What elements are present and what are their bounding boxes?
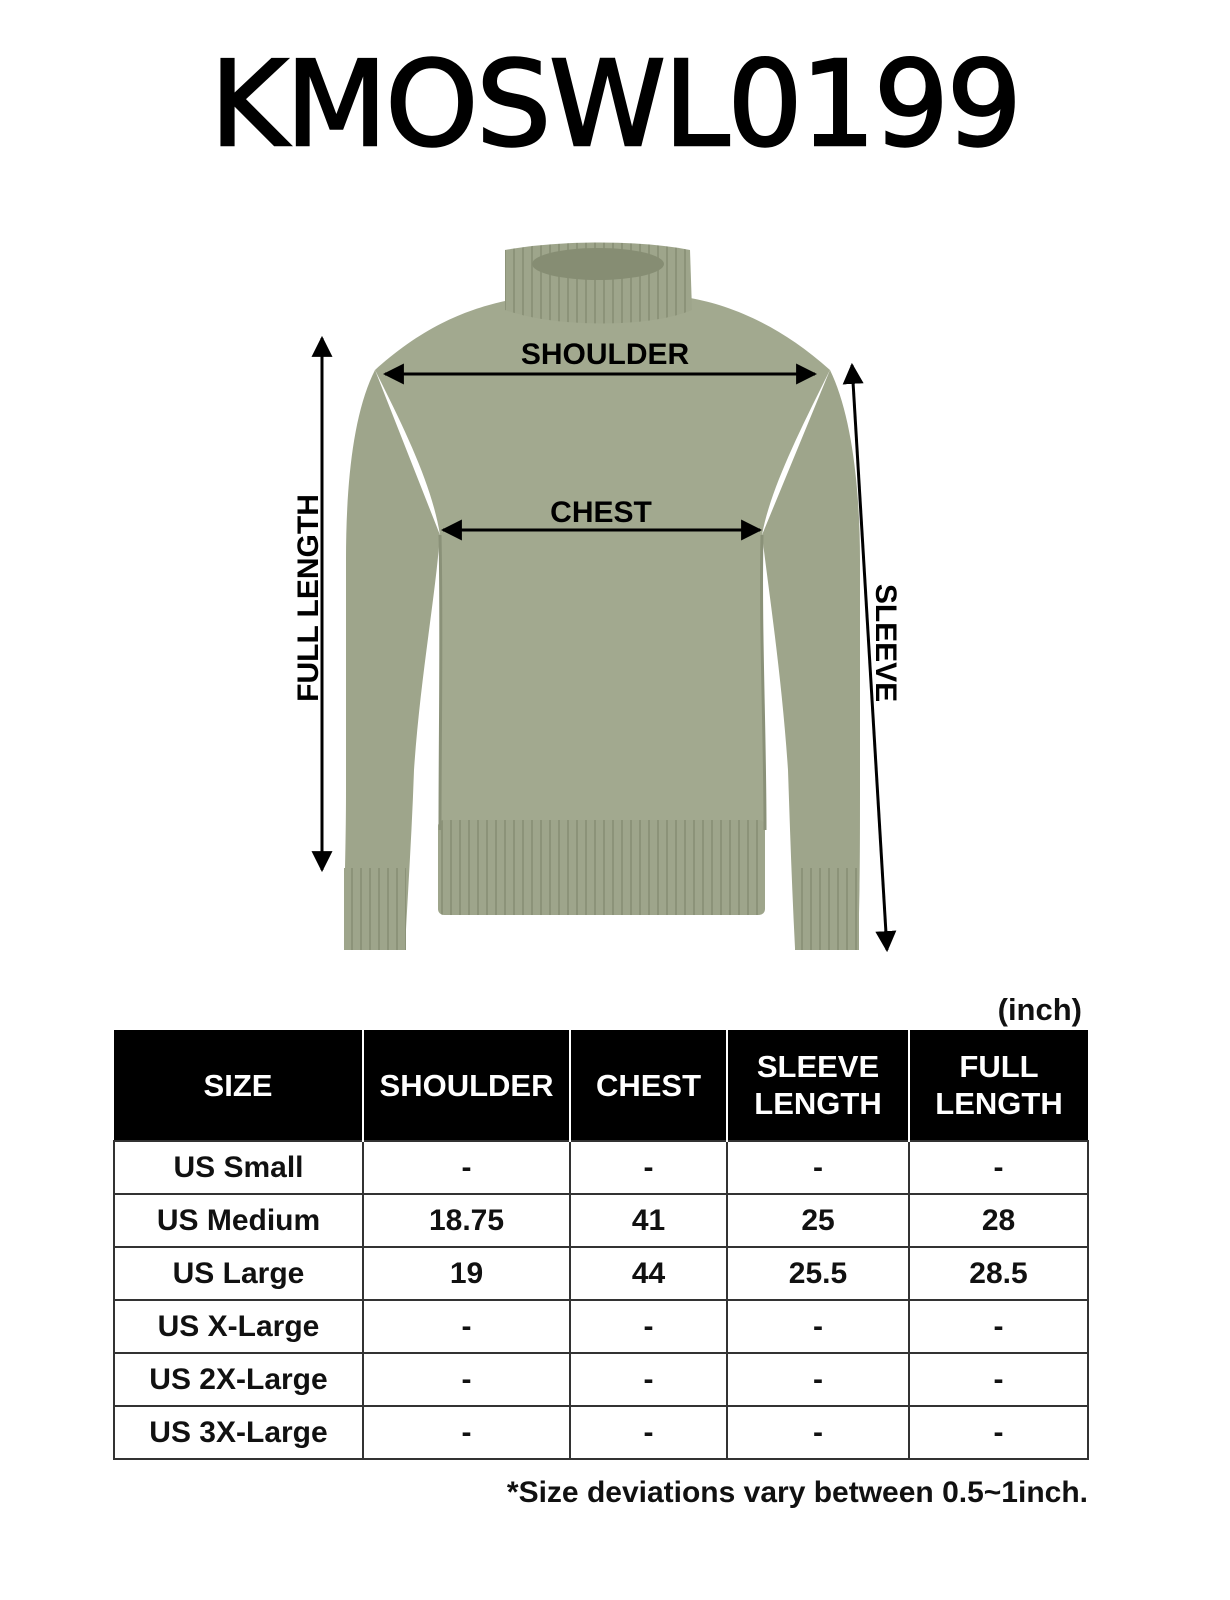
size-deviation-note: *Size deviations vary between 0.5~1inch.: [506, 1476, 1088, 1509]
table-header-row: [114, 1030, 1088, 1141]
size-cell: US Small: [114, 1141, 363, 1194]
size-cell: US Large: [114, 1247, 363, 1300]
shoulder-cell: -: [363, 1406, 570, 1459]
chest-label: CHEST: [550, 496, 652, 529]
sleeve-label: SLEEVE: [869, 583, 902, 703]
table-row: [114, 1141, 1088, 1194]
header-sleeve-length: SLEEVE LENGTH: [727, 1030, 909, 1141]
header-full-length: FULL LENGTH: [909, 1030, 1088, 1141]
sleeve-length-cell: -: [727, 1300, 909, 1353]
full-length-cell: -: [909, 1300, 1088, 1353]
shoulder-cell: -: [363, 1353, 570, 1406]
size-cell: US X-Large: [114, 1300, 363, 1353]
full-length-cell: -: [909, 1406, 1088, 1459]
header-shoulder: SHOULDER: [363, 1030, 570, 1141]
sleeve-length-cell: -: [727, 1353, 909, 1406]
size-cell: US Medium: [114, 1194, 363, 1247]
chest-cell: -: [570, 1406, 727, 1459]
table-row: [114, 1406, 1088, 1459]
sleeve-length-cell: -: [727, 1406, 909, 1459]
full-length-cell: 28.5: [909, 1247, 1088, 1300]
header-chest: CHEST: [570, 1030, 727, 1141]
sleeve-length-cell: 25: [727, 1194, 909, 1247]
full-length-cell: -: [909, 1353, 1088, 1406]
full-length-cell: -: [909, 1141, 1088, 1194]
table-row: [114, 1353, 1088, 1406]
table-row: [114, 1300, 1088, 1353]
chest-cell: 44: [570, 1247, 727, 1300]
chest-cell: -: [570, 1300, 727, 1353]
chest-cell: -: [570, 1141, 727, 1194]
size-cell: US 2X-Large: [114, 1353, 363, 1406]
shoulder-cell: -: [363, 1141, 570, 1194]
full-length-cell: 28: [909, 1194, 1088, 1247]
size-cell: US 3X-Large: [114, 1406, 363, 1459]
full-length-measurement: [292, 338, 325, 870]
size-chart-table: [113, 1030, 1089, 1460]
shoulder-cell: -: [363, 1300, 570, 1353]
product-code-title: KMOSWL0199: [210, 35, 1020, 173]
chest-cell: 41: [570, 1194, 727, 1247]
shoulder-cell: 18.75: [363, 1194, 570, 1247]
sleeve-length-cell: 25.5: [727, 1247, 909, 1300]
sleeve-length-cell: -: [727, 1141, 909, 1194]
full-length-label: FULL LENGTH: [292, 494, 325, 702]
sweater-measurement-diagram: [0, 230, 1230, 990]
table-row: [114, 1194, 1088, 1247]
unit-label: (inch): [997, 992, 1082, 1027]
table-row: [114, 1247, 1088, 1300]
shoulder-label: SHOULDER: [520, 338, 690, 371]
shoulder-cell: 19: [363, 1247, 570, 1300]
chest-cell: -: [570, 1353, 727, 1406]
header-size: SIZE: [114, 1030, 363, 1141]
